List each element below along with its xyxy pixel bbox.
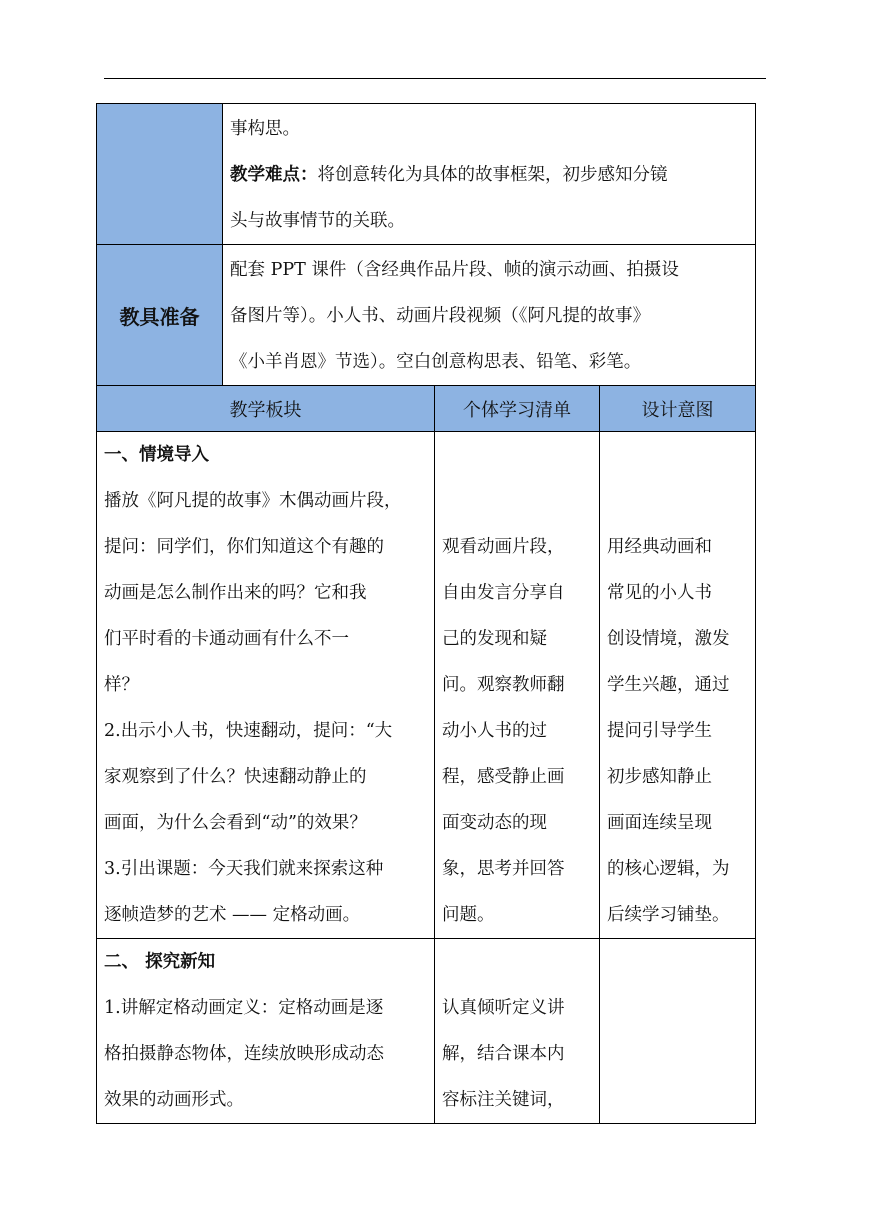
text-line: 头与故事情节的关联。 bbox=[230, 211, 405, 231]
text-line: 常见的小人书 bbox=[607, 583, 712, 603]
difficulty-label: 教学难点： bbox=[230, 165, 318, 185]
section2-learning-list bbox=[435, 939, 600, 1124]
section2-title: 二、 探究新知 bbox=[104, 952, 216, 972]
text-line: 用经典动画和 bbox=[607, 537, 712, 557]
materials-row bbox=[97, 245, 756, 386]
text-line: 自由发言分享自 bbox=[442, 583, 565, 603]
text-line: 们平时看的卡通动画有什么不一 bbox=[104, 629, 349, 649]
column-header-row bbox=[97, 386, 756, 432]
text-line: 格拍摄静态物体，连续放映形成动态 bbox=[104, 1044, 384, 1064]
text-line: 初步感知静止 bbox=[607, 767, 712, 787]
text-line: 学生兴趣，通过 bbox=[607, 675, 730, 695]
header-design-intent: 设计意图 bbox=[600, 386, 756, 432]
header-rule bbox=[104, 78, 766, 79]
materials-cell bbox=[223, 245, 756, 386]
text-line: 解，结合课本内 bbox=[442, 1044, 565, 1064]
text-line: 2.出示小人书，快速翻动，提问：“大 bbox=[104, 721, 393, 741]
text-line: 创设情境，激发 bbox=[607, 629, 730, 649]
section1-block bbox=[97, 432, 435, 939]
text-line: 提问：同学们，你们知道这个有趣的 bbox=[104, 537, 384, 557]
text-line: 的核心逻辑，为 bbox=[607, 859, 730, 879]
section2-block bbox=[97, 939, 435, 1124]
text-line: 提问引导学生 bbox=[607, 721, 712, 741]
header-learning-list: 个体学习清单 bbox=[435, 386, 600, 432]
section1-title: 一、情境导入 bbox=[104, 445, 209, 465]
text-line: 容标注关键词， bbox=[442, 1090, 565, 1110]
text-line: 事构思。 bbox=[230, 119, 300, 139]
text-line: 后续学习铺垫。 bbox=[607, 905, 730, 925]
text-line: 逐帧造梦的艺术 —— 定格动画。 bbox=[104, 905, 361, 925]
text-line: 画面连续呈现 bbox=[607, 813, 712, 833]
difficulty-line bbox=[230, 152, 748, 198]
materials-label: 教具准备 bbox=[97, 245, 223, 386]
text-line: 面变动态的现 bbox=[442, 813, 547, 833]
text-line: 3.引出课题：今天我们就来探索这种 bbox=[104, 859, 384, 879]
text-line: 程，感受静止画 bbox=[442, 767, 565, 787]
section1-design-intent bbox=[600, 432, 756, 939]
text-line: 观看动画片段， bbox=[442, 537, 565, 557]
text-line: 效果的动画形式。 bbox=[104, 1090, 244, 1110]
text-line: 己的发现和疑 bbox=[442, 629, 547, 649]
text-line: 备图片等）。小人书、动画片段视频（《阿凡提的故事》 bbox=[230, 306, 650, 326]
section1-learning-list bbox=[435, 432, 600, 939]
section2-design-intent bbox=[600, 939, 756, 1124]
difficulty-cell bbox=[223, 104, 756, 245]
text-line: 动小人书的过 bbox=[442, 721, 547, 741]
difficulty-row bbox=[97, 104, 756, 245]
text-line: 象，思考并回答 bbox=[442, 859, 565, 879]
row-label-empty bbox=[97, 104, 223, 245]
lesson-plan-table bbox=[96, 103, 756, 1124]
text-line: 播放《阿凡提的故事》木偶动画片段， bbox=[104, 491, 402, 511]
text-line: 问。观察教师翻 bbox=[442, 675, 565, 695]
text-line: 家观察到了什么？快速翻动静止的 bbox=[104, 767, 367, 787]
text-line: 问题。 bbox=[442, 905, 495, 925]
section2-row bbox=[97, 939, 756, 1124]
text-line: 配套 PPT 课件（含经典作品片段、帧的演示动画、拍摄设 bbox=[230, 260, 679, 280]
section1-row bbox=[97, 432, 756, 939]
text-line: 认真倾听定义讲 bbox=[442, 998, 565, 1018]
text-line: 动画是怎么制作出来的吗？它和我 bbox=[104, 583, 367, 603]
text-line: 画面，为什么会看到“动”的效果？ bbox=[104, 813, 367, 833]
text-line: 样？ bbox=[104, 675, 139, 695]
text-line: 《小羊肖恩》节选）。空白创意构思表、铅笔、彩笔。 bbox=[230, 352, 642, 372]
header-teaching-block: 教学板块 bbox=[97, 386, 435, 432]
difficulty-text: 将创意转化为具体的故事框架，初步感知分镜 bbox=[317, 165, 668, 185]
text-line: 1.讲解定格动画定义：定格动画是逐 bbox=[104, 998, 384, 1018]
